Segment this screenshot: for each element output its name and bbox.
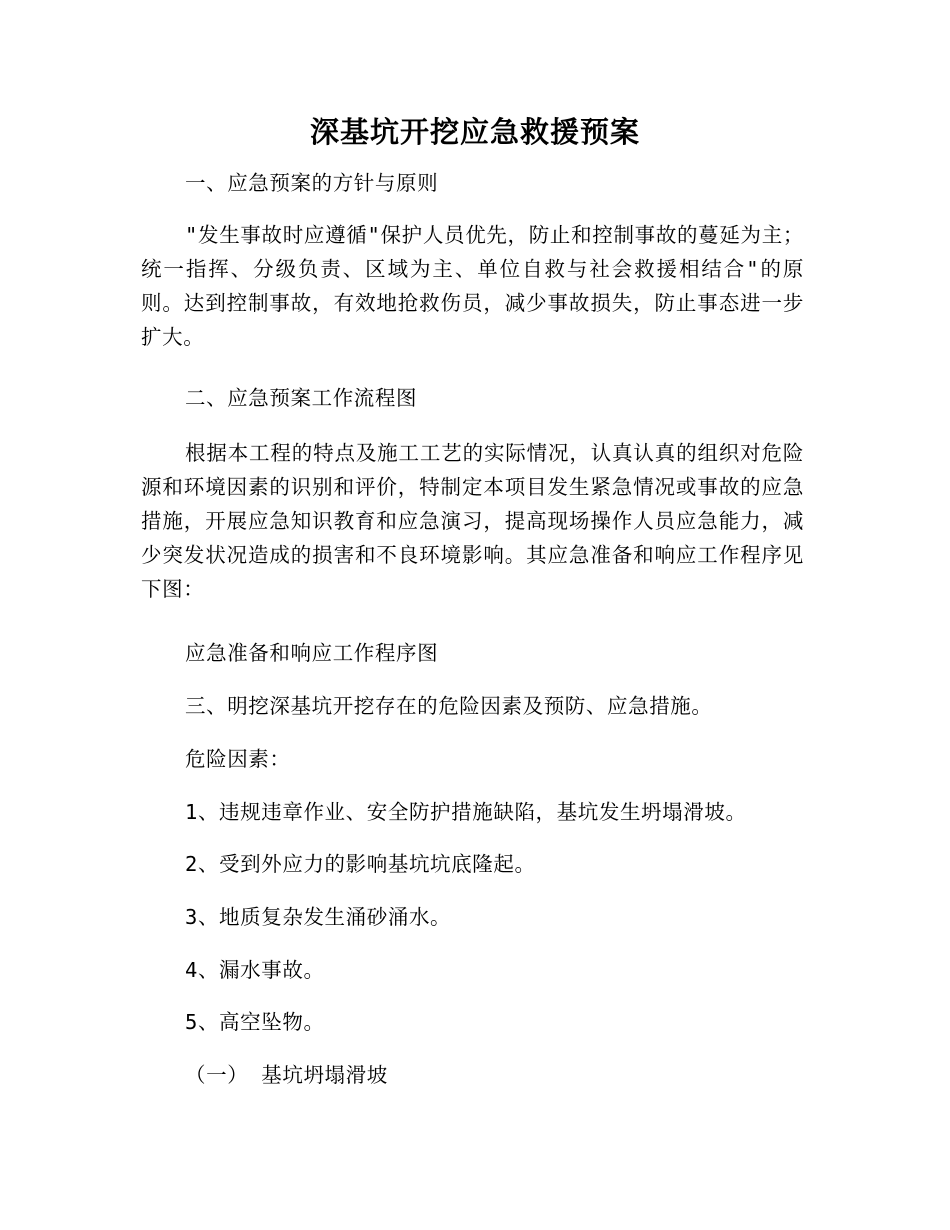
list-item: 3、地质复杂发生涌砂涌水。 (185, 905, 452, 929)
subsection-heading-collapse: （一） 基坑坍塌滑坡 (185, 1063, 388, 1087)
paragraph-workflow: 根据本工程的特点及施工工艺的实际情况，认真认真的组织对危险源和环境因素的识别和评价，特制定本项目发生紧急情况或事故的应急措施，开展应急知识教育和应急演习，提高现场操作人员应急能力，减少突发状况造成的损害和不良环境影响。其应急准备和响应工作程序见下图： (141, 441, 804, 601)
list-item: 1、违规违章作业、安全防护措施缺陷，基坑发生坍塌滑坡。 (185, 800, 747, 824)
document-title: 深基坑开挖应急救援预案 (309, 115, 640, 149)
section-heading-principles: 一、应急预案的方针与原则 (185, 171, 439, 195)
paragraph-principles: "发生事故时应遵循"保护人员优先，防止和控制事故的蔓延为主；统一指挥、分级负责、区域为主、单位自救与社会救援相结合"的原则。达到控制事故，有效地抢救伤员，减少事故损失，防止事态进一步扩大。 (141, 223, 804, 349)
figure-caption: 应急准备和响应工作程序图 (185, 641, 439, 665)
list-item: 2、受到外应力的影响基坑坑底隆起。 (185, 852, 536, 876)
list-item: 5、高空坠物。 (185, 1010, 325, 1034)
section-heading-workflow: 二、应急预案工作流程图 (185, 386, 418, 410)
list-item: 4、漏水事故。 (185, 958, 325, 982)
section-heading-risks: 三、明挖深基坑开挖存在的危险因素及预防、应急措施。 (185, 694, 713, 718)
risk-factors-label: 危险因素： (185, 747, 291, 771)
